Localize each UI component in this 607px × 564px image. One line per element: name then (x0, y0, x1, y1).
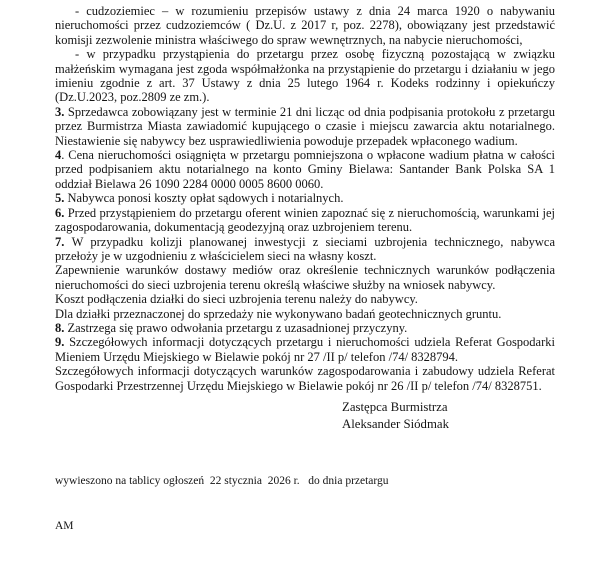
doc-paragraph-item-8 (55, 321, 555, 335)
paragraph-text: - w przypadku przystąpienia do przetargu przez osobę fizyczną pozostającą w związku małżeńskim wymagana jest zgoda współmałżonka na przystąpienie do przetargu i działaniu w jego imieniu zgodnie z art. 37 Ustawy z dnia 25 lutego 1964 r. Kodeks rodzinny i opiekuńczy (Dz.U.2023, poz.2809 ze zm.). (55, 47, 555, 105)
signature-name: Aleksander Siódmak (342, 416, 449, 431)
item-number: 9. (55, 335, 70, 350)
paragraph-text: Dla działki przeznaczonej do sprzedaży nie wykonywano badań geotechnicznych gruntu. (55, 306, 502, 321)
paragraph-text: W przypadku kolizji planowanej inwestycji z sieciami uzbrojenia technicznego, nabywca przełoży je w uzgodnieniu z właścicielem sieci na własny koszt. (55, 234, 556, 263)
doc-paragraph-media-supply (55, 263, 555, 292)
doc-paragraph-item-3 (55, 105, 555, 148)
doc-paragraph-item-7 (55, 235, 555, 264)
paragraph-text: Sprzedawca zobowiązany jest w terminie 21 dni licząc od dnia podpisania protokołu z przetargu przez Burmistrza Miasta zawiadomić kupującego o czasie i miejscu zawarcia aktu notarialnego. Niestawienie się nabywcy bez usprawiedliwienia powoduje przepadek wpłaconego wadium. (55, 104, 555, 148)
item-number: 5. (55, 191, 68, 206)
paragraph-text: Szczegółowych informacji dotyczących warunków zagospodarowania i zabudowy udziela Referat Gospodarki Przestrzennej Urzędu Miejskiego w Bielawie pokój nr 26 /II p/ telefon /74/ 8328751. (55, 364, 555, 393)
paragraph-text: Przed przystąpieniem do przetargu oferent winien zapoznać się z nieruchomością, warunkami jej zagospodarowania, dokumentacją geodezyjną oraz uzbrojeniem terenu. (55, 205, 556, 235)
doc-paragraph-geotechnical (55, 307, 555, 321)
initials: AM (55, 520, 74, 532)
document-body (55, 4, 555, 393)
item-number: 4 (55, 148, 62, 163)
paragraph-text: Nabywca ponosi koszty opłat sądowych i notarialnych. (67, 191, 344, 206)
doc-paragraph-item-6 (55, 206, 555, 235)
paragraph-text: - cudzoziemiec – w rozumieniu przepisów ustawy z dnia 24 marca 1920 o nabywaniu nieruchomości przez cudzoziemców ( Dz.U. z 2017 r, poz. 2278), obowiązany jest przedstawić komisji zezwolenie ministra właściwego do spraw wewnętrznych, na nabycie nieruchomości, (55, 4, 555, 47)
doc-paragraph-item-9 (55, 335, 555, 364)
signature-block (342, 399, 449, 432)
doc-paragraph-planning-info (55, 364, 555, 393)
paragraph-text: Zapewnienie warunków dostawy mediów oraz określenie technicznych warunków podłączenia nieruchomości do sieci uzbrojenia terenu określą właściwe służby na wniosek nabywcy. (55, 263, 555, 292)
footer-block (55, 444, 389, 564)
doc-paragraph-dash-spouse (55, 47, 555, 105)
item-number: 8. (55, 320, 68, 335)
paragraph-text: Koszt podłączenia działki do sieci uzbrojenia terenu należy do nabywcy. (55, 292, 418, 307)
doc-paragraph-connection-cost (55, 292, 555, 306)
doc-paragraph-item-4 (55, 148, 555, 191)
item-number: 7. (55, 234, 72, 249)
item-number: 6. (55, 205, 68, 220)
signature-role: Zastępca Burmistrza (342, 400, 448, 414)
doc-paragraph-dash-foreigner (55, 4, 555, 47)
paragraph-text: Szczegółowych informacji dotyczących przetargu i nieruchomości udziela Referat Gospodarki Mieniem Urzędu Miejskiego w Bielawie pokój nr 27 /II p/ telefon /74/ 8328794. (55, 335, 555, 364)
posting-note: wywieszono na tablicy ogłoszeń 22 stycznia 2026 r. do dnia przetargu (55, 475, 389, 487)
item-number: 3. (55, 104, 68, 119)
doc-paragraph-item-5 (55, 191, 555, 205)
paragraph-text: . Cena nieruchomości osiągnięta w przetargu pomniejszona o wpłacone wadium płatna w całości przed podpisaniem aktu notarialnego na konto Gminy Bielawa: Santander Bank Polska SA 1 oddział Bielawa 26 1090 2284 0000 0005 8600 0060. (55, 148, 555, 191)
paragraph-text: Zastrzega się prawo odwołania przetargu z uzasadnionej przyczyny. (67, 320, 408, 335)
